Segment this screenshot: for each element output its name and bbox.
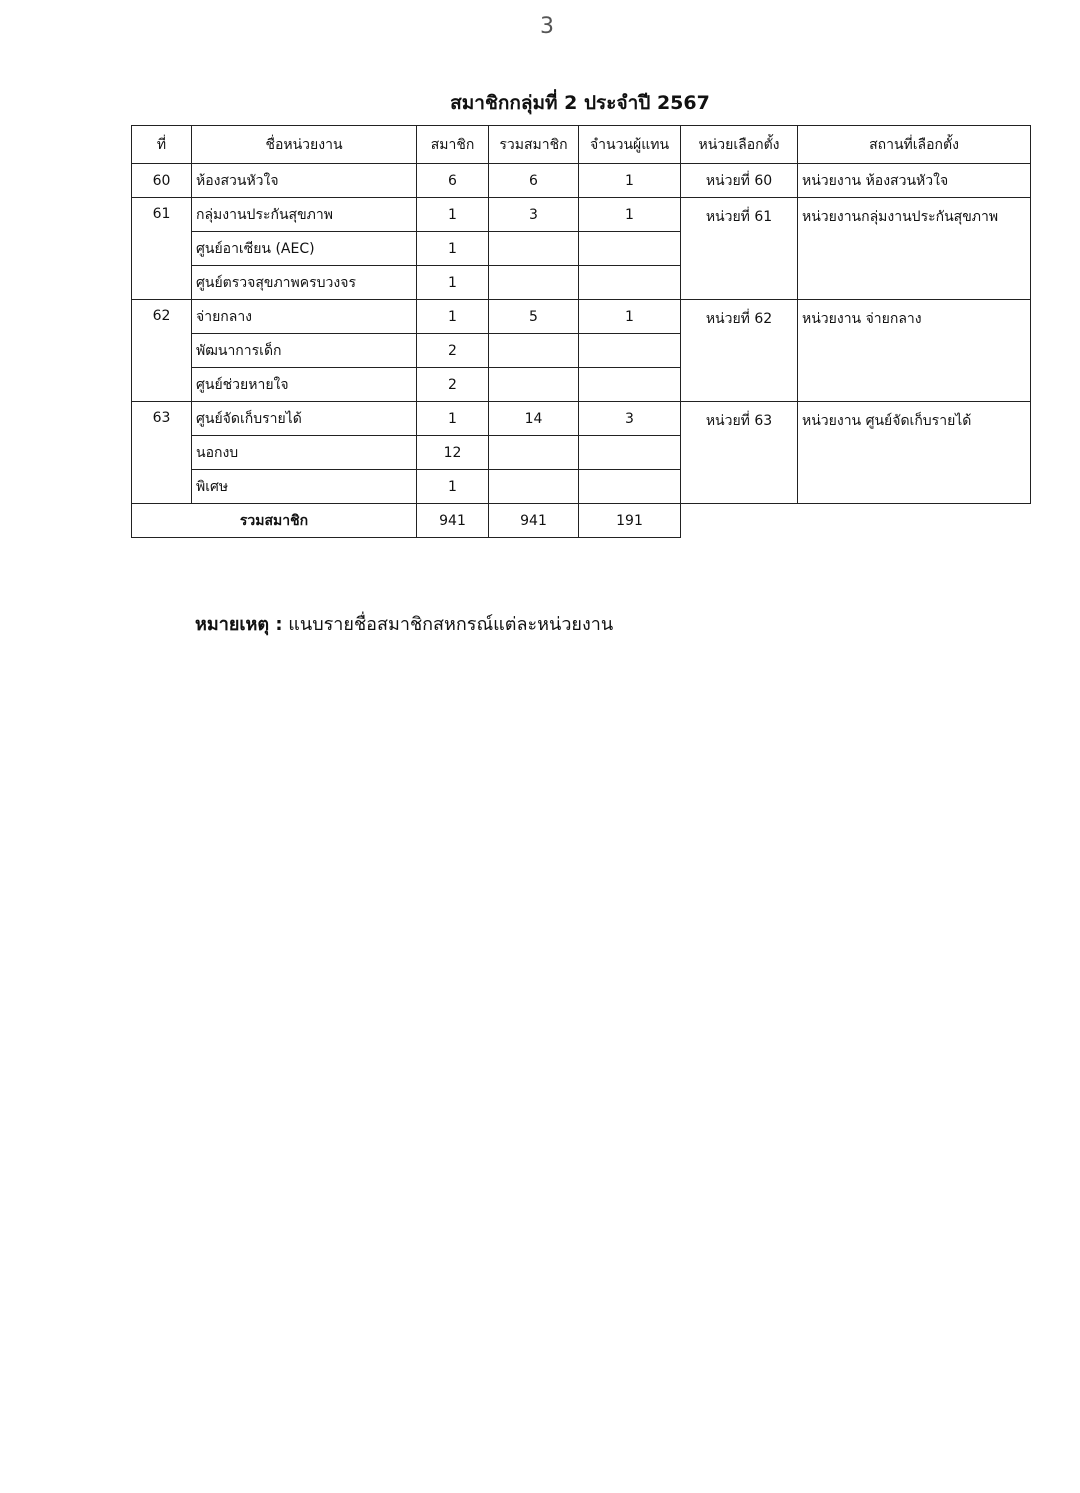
header-members: สมาชิก (417, 126, 489, 164)
empty-cell (579, 232, 681, 266)
unit-name: ศูนย์อาเซียน (AEC) (192, 232, 417, 266)
table-row (132, 164, 1031, 198)
blank-cell (681, 504, 798, 538)
table-header-row (132, 126, 1031, 164)
group-election-place: หน่วยงาน ห้องสวนหัวใจ (798, 164, 1031, 198)
empty-cell (579, 470, 681, 504)
blank-cell (798, 504, 1031, 538)
total-label: รวมสมาชิก (132, 504, 417, 538)
group-election-unit: หน่วยที่ 62 (681, 300, 798, 402)
empty-cell (579, 368, 681, 402)
group-no: 61 (132, 198, 192, 300)
group-no: 63 (132, 402, 192, 504)
unit-name: จ่ายกลาง (192, 300, 417, 334)
group-representatives: 1 (579, 164, 681, 198)
unit-members: 1 (417, 300, 489, 334)
page-number: 3 (540, 14, 554, 39)
empty-cell (489, 368, 579, 402)
group-total-members: 6 (489, 164, 579, 198)
unit-members: 12 (417, 436, 489, 470)
total-members: 941 (417, 504, 489, 538)
header-election-place: สถานที่เลือกตั้ง (798, 126, 1031, 164)
header-election-unit: หน่วยเลือกตั้ง (681, 126, 798, 164)
group-no: 60 (132, 164, 192, 198)
member-table (131, 125, 1031, 538)
table-row (132, 402, 1031, 436)
empty-cell (489, 266, 579, 300)
group-representatives: 3 (579, 402, 681, 436)
table-row (132, 300, 1031, 334)
unit-members: 6 (417, 164, 489, 198)
group-representatives: 1 (579, 198, 681, 232)
empty-cell (489, 470, 579, 504)
total-representatives: 191 (579, 504, 681, 538)
group-no: 62 (132, 300, 192, 402)
group-total-members: 3 (489, 198, 579, 232)
unit-members: 2 (417, 334, 489, 368)
header-total-members: รวมสมาชิก (489, 126, 579, 164)
unit-name: ศูนย์จัดเก็บรายได้ (192, 402, 417, 436)
unit-members: 1 (417, 402, 489, 436)
total-sum-members: 941 (489, 504, 579, 538)
empty-cell (489, 232, 579, 266)
unit-members: 1 (417, 198, 489, 232)
unit-members: 1 (417, 232, 489, 266)
header-representatives: จำนวนผู้แทน (579, 126, 681, 164)
unit-members: 2 (417, 368, 489, 402)
empty-cell (579, 436, 681, 470)
group-total-members: 14 (489, 402, 579, 436)
unit-members: 1 (417, 266, 489, 300)
table-row (132, 198, 1031, 232)
unit-name: ห้องสวนหัวใจ (192, 164, 417, 198)
footnote-text: แนบรายชื่อสมาชิกสหกรณ์แต่ละหน่วยงาน (288, 614, 614, 635)
group-election-place: หน่วยงานกลุ่มงานประกันสุขภาพ (798, 198, 1031, 300)
footnote (195, 609, 613, 638)
unit-name: พัฒนาการเด็ก (192, 334, 417, 368)
footnote-label: หมายเหตุ : (195, 614, 283, 635)
empty-cell (579, 266, 681, 300)
unit-name: นอกงบ (192, 436, 417, 470)
total-row (132, 504, 1031, 538)
empty-cell (489, 436, 579, 470)
header-unit-name: ชื่อหน่วยงาน (192, 126, 417, 164)
unit-name: ศูนย์ช่วยหายใจ (192, 368, 417, 402)
empty-cell (489, 334, 579, 368)
group-total-members: 5 (489, 300, 579, 334)
unit-name: ศูนย์ตรวจสุขภาพครบวงจร (192, 266, 417, 300)
unit-name: กลุ่มงานประกันสุขภาพ (192, 198, 417, 232)
empty-cell (579, 334, 681, 368)
document-title: สมาชิกกลุ่มที่ 2 ประจำปี 2567 (450, 92, 710, 114)
group-election-place: หน่วยงาน จ่ายกลาง (798, 300, 1031, 402)
group-election-unit: หน่วยที่ 60 (681, 164, 798, 198)
unit-name: พิเศษ (192, 470, 417, 504)
header-no: ที่ (132, 126, 192, 164)
unit-members: 1 (417, 470, 489, 504)
group-election-place: หน่วยงาน ศูนย์จัดเก็บรายได้ (798, 402, 1031, 504)
group-representatives: 1 (579, 300, 681, 334)
group-election-unit: หน่วยที่ 61 (681, 198, 798, 300)
group-election-unit: หน่วยที่ 63 (681, 402, 798, 504)
